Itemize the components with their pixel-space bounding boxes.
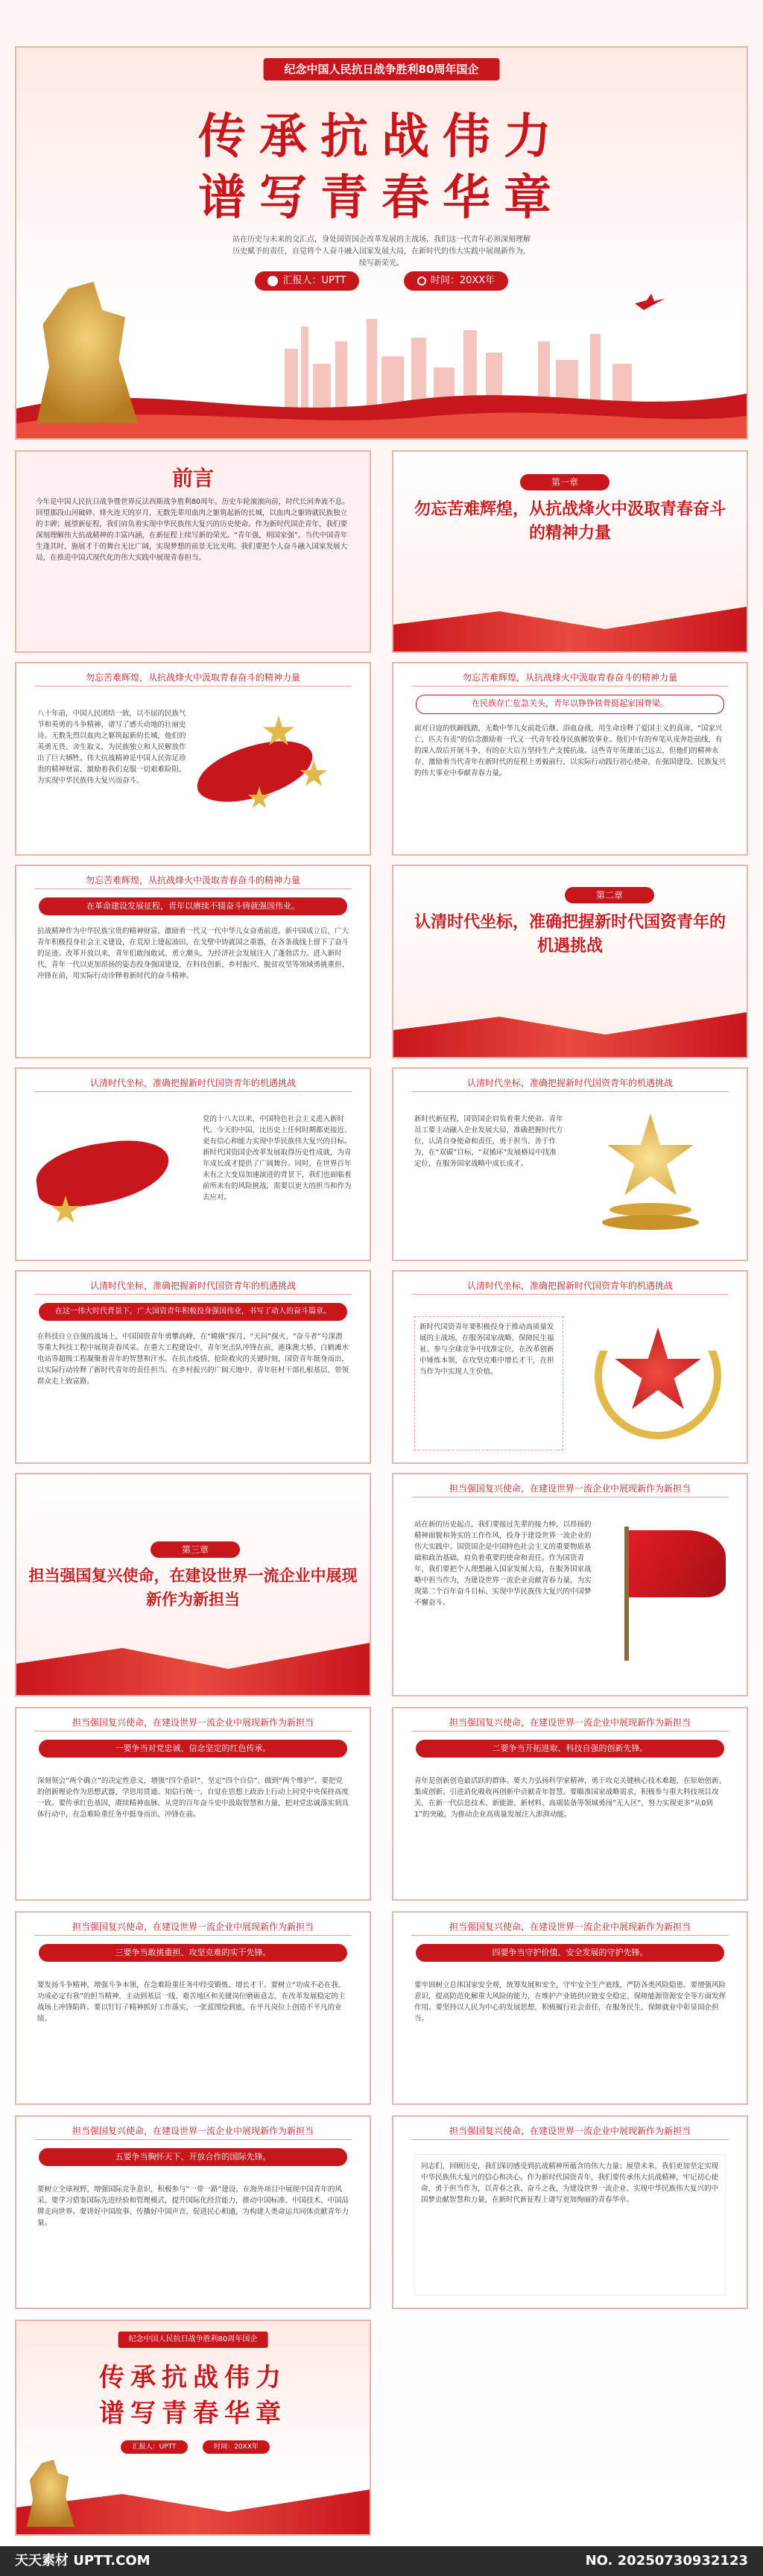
slide-ch2-d [392,1270,748,1464]
slide-running-header: 担当强国复兴使命，在建设世界一流企业中展现新作为新担当 [72,1717,314,1728]
slide-ch3-d-text: 要发扬斗争精神，增强斗争本领，在急难险重任务中经受锻炼、增长才干。要树立“功成不必在我、功成必定有我”的担当精神，主动到基层一线、艰苦地区和关键岗位磨砺意志，在改革发展稳定的主战场上冲锋陷阵。要以钉钉子精神抓好工作落实，一张蓝图绘到底，在平凡岗位上创造不平凡的业绩。 [37,1981,346,2023]
slide-running-header: 担当强国复兴使命，在建设世界一流企业中展现新作为新担当 [449,1483,691,1494]
slide-running-header: 担当强国复兴使命，在建设世界一流企业中展现新作为新担当 [449,2126,691,2136]
header-divider [411,1294,729,1295]
slide-subtitle-band: 二要争当开拓进取、科技自强的创新先锋。 [416,1740,724,1758]
slide-ch2-c [15,1270,371,1464]
slide-ch1-c [15,865,371,1058]
flag-stars-graphic [195,716,344,827]
header-divider [34,1294,352,1295]
footer-number: NO. 20250730932123 [585,2553,748,2569]
reporter-label: 汇报人：UPTT [282,275,346,286]
header-divider [411,1091,729,1092]
slide-ch3-f-text: 要树立全球视野，增强国际竞争意识，积极参与“一带一路”建设，在海外项目中展现中国青年的风采。要学习借鉴国际先进经验和管理模式，提升国际化经营能力，推动中国标准、中国技术、中国品牌走向世界。要讲好中国故事、传播好中国声音，促进民心相通，为构建人类命运共同体贡献青年力量。 [37,2185,349,2227]
header-divider [411,2139,729,2140]
reporter-pill [255,271,359,291]
red-ribbon-graphic [393,1012,747,1057]
slide-running-header: 认清时代坐标，准确把握新时代国资青年的机遇挑战 [89,1281,297,1291]
preface-text: 今年是中国人民抗日战争暨世界反法西斯战争胜利80周年。历史车轮滚滚向前，时代长河奔流不息。回望那段山河破碎、烽火连天的岁月，无数先辈用血肉之躯筑起新的长城，以血肉之躯铸就民族独立的丰碑；展望新征程，我们肩负着实现中华民族伟大复兴的历史使命。作为新时代国企青年，我们要深刻理解伟大抗战精神的丰富内涵，在新征程上续写新的荣光。“青年强，则国家强”。当代中国青年生逢其时，施展才干的舞台无比广阔，实现梦想的前景无比光明。我们要把个人奋斗融入国家发展大局，在推进中国式现代化的伟大实践中展现青春担当。 [36,498,349,562]
slide-conclusion [392,2115,748,2309]
closing-reporter-pill: 汇报人：UPTT [121,2440,188,2454]
slide-ch3-a [392,1473,748,1696]
slide-ch1-c-text: 抗战精神作为中华民族宝贵的精神财富，激励着一代又一代中华儿女奋勇前进。新中国成立后，广大青年积极投身社会主义建设，在荒原上建起油田，在戈壁中铸就国之重器，在各条战线上留下了奋斗的足迹。改革开放以来，青年们敢闯敢试、勇立潮头，为经济社会发展注入了蓬勃活力。进入新时代，青年一代以更加昂扬的姿态投身强国建设，在科技创新、乡村振兴、脱贫攻坚等领域勇挑重担、冲锋在前，用实际行动诠释着新时代的奋斗精神。 [37,927,349,980]
slide-ch1-a [15,662,371,856]
closing-title-line1: 传承抗战伟力 [99,2363,287,2393]
slide-subtitle-band: 一要争当对党忠诚、信念坚定的红色传承。 [39,1740,347,1758]
slide-ch2-a [15,1067,371,1261]
preface-title: 前言 [171,466,215,490]
closing-time-pill: 时间：20XX年 [203,2440,270,2454]
chapter2-badge: 第二章 [565,887,654,903]
slide-ch3-b-text: 深刻领会“两个确立”的决定性意义，增强“四个意识”、坚定“四个自信”、做到“两个维护”。要把党的创新理论作为思想武器，学思用贯通、知信行统一，自觉在思想上政治上行动上同党中央保持高度一致。要传承红色基因，赓续精神血脉，从党的百年奋斗史中汲取智慧和力量，把对党忠诚落实到具体行动中，在急难险重任务中挺身而出、冲锋在前。 [37,1777,349,1819]
slide-running-header: 认清时代坐标，准确把握新时代国资青年的机遇挑战 [89,1078,297,1088]
red-ribbon-graphic [393,607,747,651]
preface-slide [15,450,371,653]
slide-subtitle-band: 在这一伟大时代背景下，广大国资青年积极投身强国伟业，书写了动人的奋斗篇章。 [39,1303,347,1321]
slide-running-header: 勿忘苦难辉煌，从抗战烽火中汲取青春奋斗的精神力量 [85,875,301,886]
slide-ch1-b-text: 面对日寇的铁蹄践踏，无数中华儿女前赴后继、浴血奋战，用生命诠释了爱国主义的真谛。“国家兴亡，匹夫有责”的信念激励着一代又一代青年投身民族解放事业。他们中有的弃笔从戎奔赴前线，有的深入敌后开展斗争，有的在大后方坚持生产支援抗战。这些青年英雄虽已远去，但他们的精神永存，激励着当代青年在新时代的征程上勇毅前行，以实际行动践行初心使命，在强国建设、民族复兴的伟大事业中奉献青春力量。 [414,724,726,777]
chapter3-title: 担当强国复兴使命，在建设世界一流企业中展现新作为新担当 [28,1567,358,1609]
slide-ch2-c-text: 在科技自立自强的战场上，中国国资青年勇攀高峰，在“嫦娥”探月、“天问”探火、“奋斗者”号深潜等重大科技工程中展现青春风采。在重大工程建设中，青年突击队冲锋在前，港珠澳大桥、白鹤滩水电站等超级工程凝聚着青年的智慧和汗水。在抗击疫情、抢险救灾的关键时刻，国资青年挺身而出，以实际行动诠释了新时代青年的责任担当。在乡村振兴的广阔天地中，青年驻村干部扎根基层，带领群众走上致富路。 [37,1333,349,1386]
slide-running-header: 担当强国复兴使命，在建设世界一流企业中展现新作为新担当 [449,1717,691,1728]
red-ribbon-graphic [16,1643,370,1695]
header-divider [34,1091,352,1092]
slide-running-header: 勿忘苦难辉煌，从抗战烽火中汲取青春奋斗的精神力量 [462,672,678,683]
header-divider [34,888,352,889]
closing-slide [15,2320,371,2536]
cover-banner: 纪念中国人民抗日战争胜利80周年国企 [264,58,500,80]
slide-running-header: 担当强国复兴使命，在建设世界一流企业中展现新作为新担当 [72,1922,314,1932]
footer-bar [0,2546,763,2576]
chapter3-badge: 第三章 [151,1541,240,1558]
footer-site: 天天素材 UPTT.COM [15,2553,151,2569]
slide-ch3-e-text: 要牢固树立总体国家安全观，统筹发展和安全，守牢安全生产底线，严防各类风险隐患。要增强风险意识，提高防范化解重大风险的能力，在维护产业链供应链安全稳定、保障能源资源安全等方面发挥作用。要坚持以人民为中心的发展思想，积极履行社会责任，在服务民生、保障就业中彰显国企担当。 [414,1981,726,2023]
cover-title-line2: 谱写青春华章 [198,171,565,226]
slide-ch2-b-text: 新时代新征程，国资国企肩负着重大使命。青年员工要主动融入企业发展大局，准确把握时代方位，认清自身使命和责任，勇于担当、善于作为，在“双碳”目标、“双循环”发展格局中找准定位，在服务国家战略中成长成才。 [414,1115,563,1168]
slide-ch3-c-text: 青年是创新创造最活跃的群体。要大力弘扬科学家精神，勇于攻克关键核心技术难题，在原始创新、集成创新、引进消化吸收再创新中贡献青年智慧。要瞄准国家战略需求，积极参与重大科技项目攻关，在新一代信息技术、新能源、新材料、高端装备等领域勇闯“无人区”，努力实现更多“从0到1”的突破，为推动企业高质量发展注入澎湃动能。 [414,1777,726,1819]
slide-subtitle-band: 在民族存亡危急关头，青年以铮铮铁骨挺起家国脊梁。 [416,695,724,714]
slide-subtitle-band: 三要争当敢挑重担、攻坚克难的实干先锋。 [39,1944,347,1962]
chapter2-title: 认清时代坐标，准确把握新时代国资青年的机遇挑战 [414,913,726,956]
slide-running-header: 认清时代坐标，准确把握新时代国资青年的机遇挑战 [466,1078,674,1088]
gold-star-trophy-graphic [595,1114,706,1240]
slide-ch1-b [392,662,748,856]
closing-title-line2: 谱写青春华章 [99,2399,287,2428]
chapter2-slide [392,865,748,1058]
header-divider [34,1935,352,1936]
slide-subtitle-band: 在革命建设发展征程，青年以赓续不辍奋斗铸就强国伟业。 [39,897,347,915]
slide-running-header: 勿忘苦难辉煌，从抗战烽火中汲取青春奋斗的精神力量 [85,672,301,683]
cover-intro: 站在历史与未来的交汇点，身处国资国企改革发展的主战场，我们这一代青年必须深刻理解历史赋予的责任，自觉将个人奋斗融入国家发展大局，在新时代的伟大实践中展现新作为，续写新荣光。 [232,236,531,268]
slide-conclusion-text: 同志们，回顾历史，我们深切感受到抗战精神所蕴含的伟大力量；展望未来，我们更加坚定实现中华民族伟大复兴的信心和决心。作为新时代国资青年，我们要传承伟大抗战精神，牢记初心使命，勇于担当作为，以青春之我、奋斗之我，为建设世界一流企业、实现中华民族伟大复兴的中国梦贡献智慧和力量，在新时代新征程上谱写更加绚丽的青春华章。 [414,2154,726,2296]
chapter3-slide [15,1473,371,1696]
cover-title-line1: 传承抗战伟力 [198,110,565,165]
time-pill [404,271,508,291]
slide-running-header: 认清时代坐标，准确把握新时代国资青年的机遇挑战 [466,1281,674,1291]
cover-slide [15,46,748,440]
clock-icon [417,277,426,285]
flag-star-graphic [36,1121,185,1233]
slide-subtitle-band: 四要争当守护价值、安全发展的守护先锋。 [416,1944,724,1962]
header-divider [411,1935,729,1936]
slide-ch3-b [15,1707,371,1901]
slide-running-header: 担当强国复兴使命，在建设世界一流企业中展现新作为新担当 [72,2126,314,2136]
slide-ch3-c [392,1707,748,1901]
red-star-emblem-graphic [595,1313,721,1439]
chapter1-slide [392,450,748,653]
time-label: 时间：20XX年 [430,275,496,286]
statue-graphic [21,2460,80,2527]
chapter1-badge: 第一章 [520,474,610,490]
slide-subtitle-band: 五要争当胸怀天下、开放合作的国际先锋。 [39,2148,347,2166]
chapter1-title: 勿忘苦难辉煌，从抗战烽火中汲取青春奋斗的精神力量 [414,500,726,543]
slide-ch1-a-text: 八十年前，中国人民团结一致，以不屈的民族气节和英勇的斗争精神，谱写了感天动地的壮丽史诗。无数先烈以血肉之躯筑起新的长城，他们的英勇无畏、舍生取义，为民族独立和人民解放作出了巨大牺牲。伟大抗战精神是中国人民弥足珍贵的精神财富，激励着我们克服一切艰难险阻、为实现中华民族伟大复兴而奋斗。 [37,710,186,785]
slide-ch3-f [15,2115,371,2309]
waving-flag-graphic [617,1527,729,1661]
slide-ch2-b [392,1067,748,1261]
header-divider [34,2139,352,2140]
slide-ch2-d-text: 新时代国资青年要积极投身于推动高质量发展的主战场，在服务国家战略、保障民生福祉、参与全球竞争中找准定位，在改革创新中锤炼本领，在攻坚克难中增长才干，在担当作为中实现人生价值。 [414,1316,563,1450]
user-icon [267,276,278,286]
slide-ch2-a-text: 党的十八大以来，中国特色社会主义进入新时代。今天的中国，比历史上任何时期都更接近、更有信心和能力实现中华民族伟大复兴的目标。新时代国资国企改革发展取得历史性成就，为青年成长成才提供了广阔舞台。同时，在世界百年未有之大变局加速演进的背景下，我们也面临着前所未有的风险挑战，需要以更大的担当和作为去应对。 [203,1115,352,1202]
slide-ch3-a-text: 站在新的历史起点，我们要接过先辈的接力棒，以昂扬的精神面貌和务实的工作作风，投身于建设世界一流企业的伟大实践中。国资国企是中国特色社会主义的重要物质基础和政治基础，肩负着重要的使命和责任。作为国资青年，我们要把个人理想融入国家发展大局，在服务国家战略中担当作为，为建设世界一流企业贡献青春力量，为实现第二个百年奋斗目标、实现中华民族伟大复兴的中国梦不懈奋斗。 [414,1521,592,1607]
slide-ch3-e [392,1911,748,2105]
closing-banner: 纪念中国人民抗日战争胜利80周年国企 [118,2332,268,2348]
slide-ch3-d [15,1911,371,2105]
slide-running-header: 担当强国复兴使命，在建设世界一流企业中展现新作为新担当 [449,1922,691,1932]
